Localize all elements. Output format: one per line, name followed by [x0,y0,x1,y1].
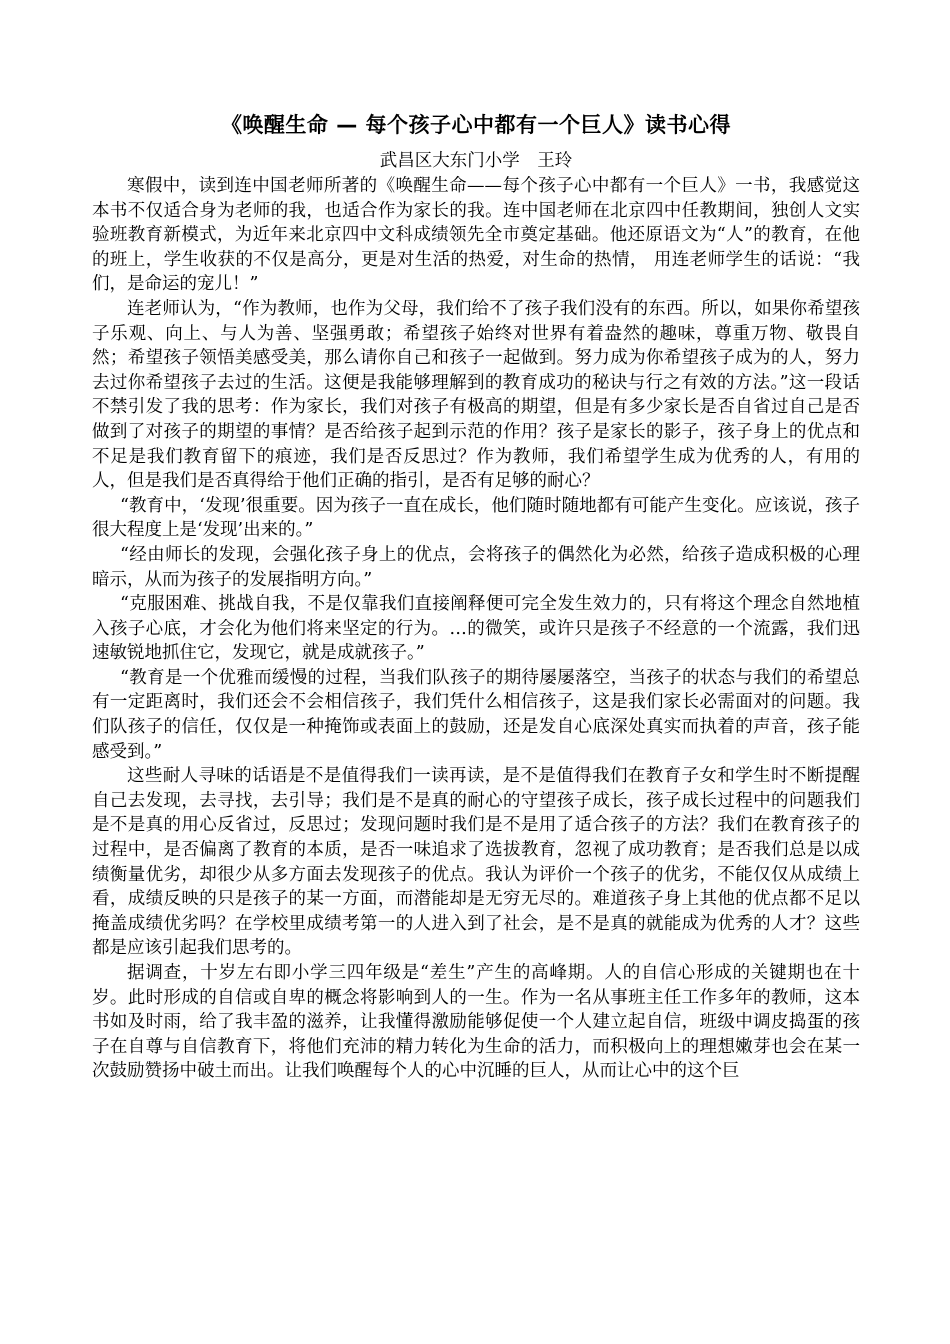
document-page [92,108,860,1084]
paragraph-survey: 据调查，十岁左右即小学三四年级是“差生”产生的高峰期。人的自信心形成的关键期也在十岁。此时形成的自信或自卑的概念将影响到人的一生。作为一名从事班主任工作多年的教师，这本书如及时雨，给了我丰盈的滋养，让我懂得激励能够促使一个人建立起自信，班级中调皮捣蛋的孩子在自尊与自信教育下，将他们充沛的精力转化为生命的活力，而积极向上的理想嫩芽也会在某一次鼓励赞扬中破土而出。让我们唤醒每个人的心中沉睡的巨人，从而让心中的这个巨 [92,963,860,1082]
paragraph-intro: 寒假中，读到连中国老师所著的《唤醒生命——每个孩子心中都有一个巨人》一书，我感觉这本书不仅适合身为老师的我，也适合作为家长的我。连中国老师在北京四中任教期间，独创人文实验班教育新模式，为近年来北京四中文科成绩领先全市奠定基础。他还原语文为“人”的教育，在他的班上，学生收获的不仅是高分，更是对生活的热爱，对生命的热情， 用连老师学生的话说：“我们，是命运的宠儿！” [92,176,860,295]
author-line: 武昌区大东门小学 王玲 [379,151,573,171]
paragraph-quote-trust: “教育是一个优雅而缓慢的过程，当我们队孩子的期待屡屡落空，当孩子的状态与我们的希望总有一定距离时，我们还会不会相信孩子，我们凭什么相信孩子，这是我们家长必需面对的问题。我们队孩子的信任，仅仅是一种掩饰或表面上的鼓励，还是发自心底深处真实而执着的声音，孩子能感受到。” [92,667,860,762]
document-title: 《唤醒生命 — 每个孩子心中都有一个巨人》读书心得 [220,113,732,137]
paragraph-quote-challenge: “克服困难、挑战自我，不是仅靠我们直接阐释便可完全发生效力的，只有将这个理念自然地植入孩子心底，才会化为他们将来坚定的行为。…的微笑，或许只是孩子不经意的一个流露，我们迅速敏锐地抓住它，发现它，就是成就孩子。” [92,594,860,664]
paragraph-quote-discovery: “教育中，‘发现’很重要。因为孩子一直在成长，他们随时随地都有可能产生变化。应该说，孩子很大程度上是‘发现’出来的。” [92,495,860,541]
paragraph-teacher-view: 连老师认为，“作为教师，也作为父母，我们给不了孩子我们没有的东西。所以，如果你希望孩子乐观、向上、与人为善、坚强勇敢；希望孩子始终对世界有着盎然的趣味，尊重万物、敬畏自然；希望孩子领悟美感受美，那么请你自己和孩子一起做到。努力成为你希望孩子成为的人，努力去过你希望孩子去过的生活。这便是我能够理解到的教育成功的秘诀与行之有效的方法。”这一段话不禁引发了我的思考：作为家长，我们对孩子有极高的期望，但是有多少家长是否自省过自己是否做到了对孩子的期望的事情？是否给孩子起到示范的作用？孩子是家长的影子，孩子身上的优点和不足是我们教育留下的痕迹，我们是否反思过？作为教师，我们希望学生成为优秀的人，有用的人，但是我们是否真得给于他们正确的指引，是否有足够的耐心？ [92,298,860,492]
paragraph-quote-guidance: “经由师长的发现，会强化孩子身上的优点，会将孩子的偶然化为必然，给孩子造成积极的心理暗示，从而为孩子的发展指明方向。” [92,544,860,590]
paragraph-reflection: 这些耐人寻味的话语是不是值得我们一读再读，是不是值得我们在教育子女和学生时不断提醒自己去发现，去寻找，去引导；我们是不是真的耐心的守望孩子成长，孩子成长过程中的问题我们是不是真的用心反省过，反思过；发现问题时我们是不是用了适合孩子的方法？我们在教育孩子的过程中，是否偏离了教育的本质，是否一味追求了选拔教育，忽视了成功教育；是否我们总是以成绩衡量优劣，却很少从多方面去发现孩子的优点。我认为评价一个孩子的优劣，不能仅仅从成绩上看，成绩反映的只是孩子的某一方面，而潜能却是无穷无尽的。难道孩子身上其他的优点都不足以掩盖成绩优劣吗？在学校里成绩考第一的人进入到了社会，是不是真的就能成为优秀的人才？这些都是应该引起我们思考的。 [92,766,860,959]
